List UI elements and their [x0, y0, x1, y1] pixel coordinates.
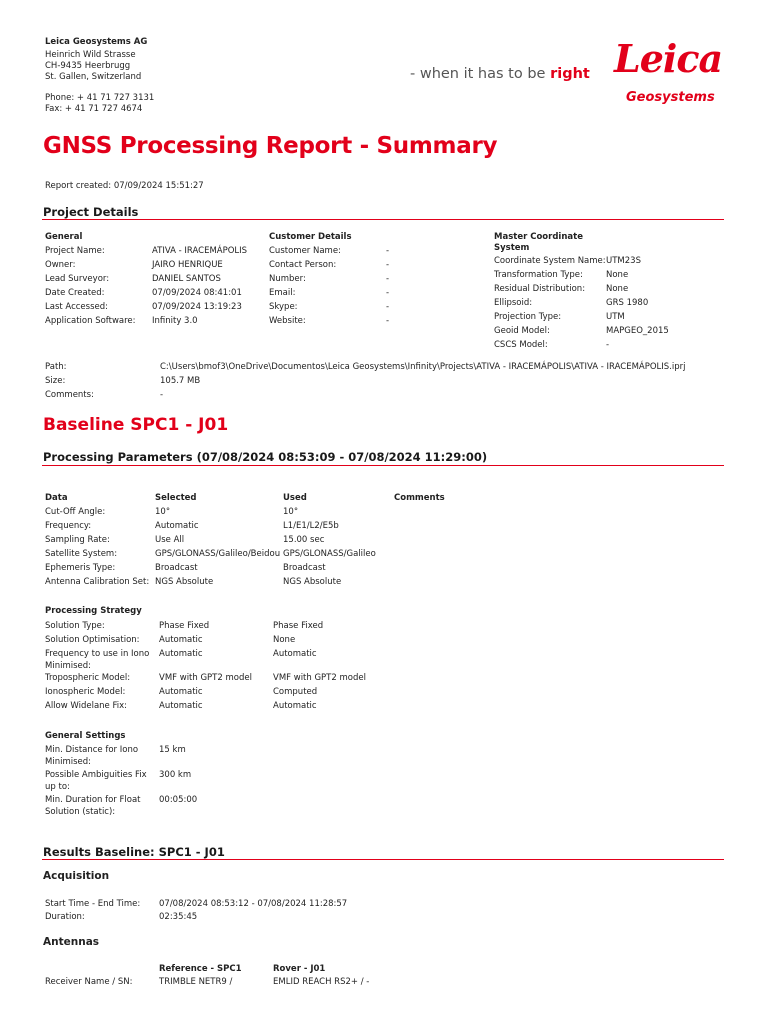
master-row-label: Residual Distribution: [494, 284, 586, 294]
general-row-label: Lead Surveyor: [45, 274, 110, 284]
data-row-used: NGS Absolute [283, 577, 342, 587]
strategy-row-used: Automatic [273, 701, 317, 711]
acquisition-row-value: 07/08/2024 08:53:12 - 07/08/2024 11:28:57 [159, 899, 348, 909]
strategy-row-used: Phase Fixed [273, 621, 324, 631]
data-row-label: Sampling Rate: [45, 535, 110, 545]
file-row-value: 105.7 MB [160, 376, 201, 386]
general-row-value: 07/09/2024 13:19:23 [152, 302, 242, 312]
data-row-label: Cut-Off Angle: [45, 507, 106, 517]
data-row-selected: Broadcast [155, 563, 198, 573]
strategy-row-selected: VMF with GPT2 model [159, 673, 252, 683]
strategy-row-label: Ionospheric Model: [45, 687, 126, 697]
results-rule [42, 859, 724, 860]
file-row-value: C:\Users\bmof3\OneDrive\Documentos\Leica Geosystems\Infinity\Projects\ATIVA - IRACEMÁPOLIS\ATIVA - IRACEMÁPOLIS.iprj [160, 362, 686, 372]
results-heading: Results Baseline: SPC1 - J01 [43, 845, 225, 859]
processing-parameters-rule [42, 465, 724, 466]
master-row-label: CSCS Model: [494, 340, 548, 350]
data-row-selected: GPS/GLONASS/Galileo/Beidou [155, 549, 281, 559]
strategy-row-used: Automatic [273, 649, 317, 659]
strategy-header: Processing Strategy [45, 606, 142, 616]
file-row-label: Size: [45, 376, 66, 386]
data-header-cell: Used [283, 493, 307, 503]
processing-parameters-heading: Processing Parameters (07/08/2024 08:53:09 - 07/08/2024 11:29:00) [43, 450, 488, 464]
master-row-value: None [606, 284, 629, 294]
strategy-row-label: Frequency to use in Iono Minimised: [45, 649, 150, 671]
data-row-label: Satellite System: [45, 549, 118, 559]
customer-row-label: Website: [269, 316, 306, 326]
company-street: Heinrich Wild Strasse [45, 49, 136, 60]
strategy-row-selected: Automatic [159, 649, 203, 659]
general-settings-header: General Settings [45, 731, 126, 741]
file-row-label: Path: [45, 362, 67, 372]
acquisition-row-label: Duration: [45, 912, 85, 922]
company-city: CH-9435 Heerbrugg [45, 60, 131, 71]
data-row-selected: Automatic [155, 521, 199, 531]
master-row-value: GRS 1980 [606, 298, 649, 308]
data-header-cell: Comments [394, 493, 445, 503]
general-row-label: Application Software: [45, 316, 136, 326]
acquisition-row-label: Start Time - End Time: [45, 899, 141, 909]
strategy-row-used: Computed [273, 687, 318, 697]
strategy-row-label: Solution Type: [45, 621, 105, 631]
strategy-row-used: None [273, 635, 296, 645]
logo-wordmark: Leica [614, 36, 723, 81]
master-row-label: Coordinate System Name: [494, 256, 606, 266]
master-row-value: UTM23S [606, 256, 641, 266]
general-settings-row-selected: 300 km [159, 770, 192, 780]
strategy-row-selected: Automatic [159, 635, 203, 645]
company-fax: Fax: + 41 71 727 4674 [45, 103, 143, 114]
general-row-value: JAIRO HENRIQUE [152, 260, 223, 270]
company-phone: Phone: + 41 71 727 3131 [45, 92, 155, 103]
general-row-value: 07/09/2024 08:41:01 [152, 288, 242, 298]
data-header-cell: Selected [155, 493, 197, 503]
data-row-selected: NGS Absolute [155, 577, 214, 587]
master-row-label: Ellipsoid: [494, 298, 533, 308]
data-row-selected: Use All [155, 535, 185, 545]
tagline [410, 66, 590, 82]
master-row-label: Projection Type: [494, 312, 562, 322]
strategy-row-selected: Automatic [159, 701, 203, 711]
project-details-rule [42, 219, 724, 220]
antenna-header-cell: Reference - SPC1 [159, 964, 242, 974]
general-settings-row-label: Min. Duration for Float Solution (static): [45, 795, 141, 817]
customer-header: Customer Details [269, 232, 352, 242]
project-details-heading: Project Details [43, 205, 139, 219]
master-row-value: None [606, 270, 629, 280]
master-row-label: Transformation Type: [494, 270, 583, 280]
logo-subtitle: Geosystems [626, 90, 715, 105]
master-row-label: Geoid Model: [494, 326, 550, 336]
report-created: Report created: 07/09/2024 15:51:27 [45, 181, 204, 191]
customer-row-label: Contact Person: [269, 260, 337, 270]
data-row-used: 10° [283, 507, 299, 517]
file-row-label: Comments: [45, 390, 94, 400]
customer-row-value: - [386, 274, 390, 284]
data-row-used: Broadcast [283, 563, 326, 573]
strategy-row-label: Solution Optimisation: [45, 635, 140, 645]
general-row-label: Date Created: [45, 288, 105, 298]
general-header: General [45, 232, 83, 242]
file-row-value: - [160, 390, 164, 400]
antenna-row-label: Receiver Name / SN: [45, 977, 133, 987]
acquisition-row-value: 02:35:45 [159, 912, 198, 922]
data-row-label: Frequency: [45, 521, 92, 531]
tagline-prefix: - when it has to be [410, 66, 551, 82]
data-row-used: L1/E1/L2/E5b [283, 521, 339, 531]
data-row-used: 15.00 sec [283, 535, 325, 545]
master-header: Master Coordinate System [494, 232, 583, 253]
customer-row-value: - [386, 288, 390, 298]
general-settings-row-selected: 15 km [159, 745, 186, 755]
report-title: GNSS Processing Report - Summary [43, 133, 498, 159]
customer-row-value: - [386, 302, 390, 312]
strategy-row-label: Allow Widelane Fix: [45, 701, 128, 711]
general-row-value: ATIVA - IRACEMÁPOLIS [152, 246, 248, 256]
antenna-header-cell: Rover - J01 [273, 964, 326, 974]
general-row-label: Last Accessed: [45, 302, 108, 312]
strategy-row-selected: Phase Fixed [159, 621, 210, 631]
general-row-label: Project Name: [45, 246, 105, 256]
customer-row-label: Email: [269, 288, 296, 298]
antenna-row-rover: EMLID REACH RS2+ / - [273, 977, 370, 987]
master-row-value: UTM [606, 312, 625, 322]
general-row-value: Infinity 3.0 [152, 316, 198, 326]
company-name: Leica Geosystems AG [45, 37, 148, 47]
antennas-heading: Antennas [43, 936, 100, 948]
general-row-value: DANIEL SANTOS [152, 274, 221, 284]
company-address [45, 36, 154, 115]
general-settings-row-label: Possible Ambiguities Fix up to: [45, 770, 147, 792]
company-region: St. Gallen, Switzerland [45, 71, 142, 82]
master-row-value: - [606, 340, 610, 350]
customer-row-label: Skype: [269, 302, 298, 312]
acquisition-heading: Acquisition [43, 870, 110, 882]
data-header-cell: Data [45, 493, 68, 503]
general-settings-row-label: Min. Distance for Iono Minimised: [45, 745, 139, 767]
data-row-selected: 10° [155, 507, 171, 517]
data-row-label: Ephemeris Type: [45, 563, 116, 573]
general-settings-row-selected: 00:05:00 [159, 795, 198, 805]
tagline-highlight: right [550, 66, 590, 82]
strategy-row-label: Tropospheric Model: [45, 673, 131, 683]
customer-row-value: - [386, 246, 390, 256]
strategy-row-selected: Automatic [159, 687, 203, 697]
data-row-label: Antenna Calibration Set: [45, 577, 150, 587]
general-row-label: Owner: [45, 260, 76, 270]
customer-row-label: Number: [269, 274, 306, 284]
baseline-title: Baseline SPC1 - J01 [43, 415, 229, 435]
master-row-value: MAPGEO_2015 [606, 326, 669, 336]
customer-row-label: Customer Name: [269, 246, 341, 256]
data-row-used: GPS/GLONASS/Galileo [283, 549, 376, 559]
customer-row-value: - [386, 260, 390, 270]
leica-logo [612, 32, 727, 110]
antenna-row-reference: TRIMBLE NETR9 / [159, 977, 233, 987]
strategy-row-used: VMF with GPT2 model [273, 673, 366, 683]
customer-row-value: - [386, 316, 390, 326]
